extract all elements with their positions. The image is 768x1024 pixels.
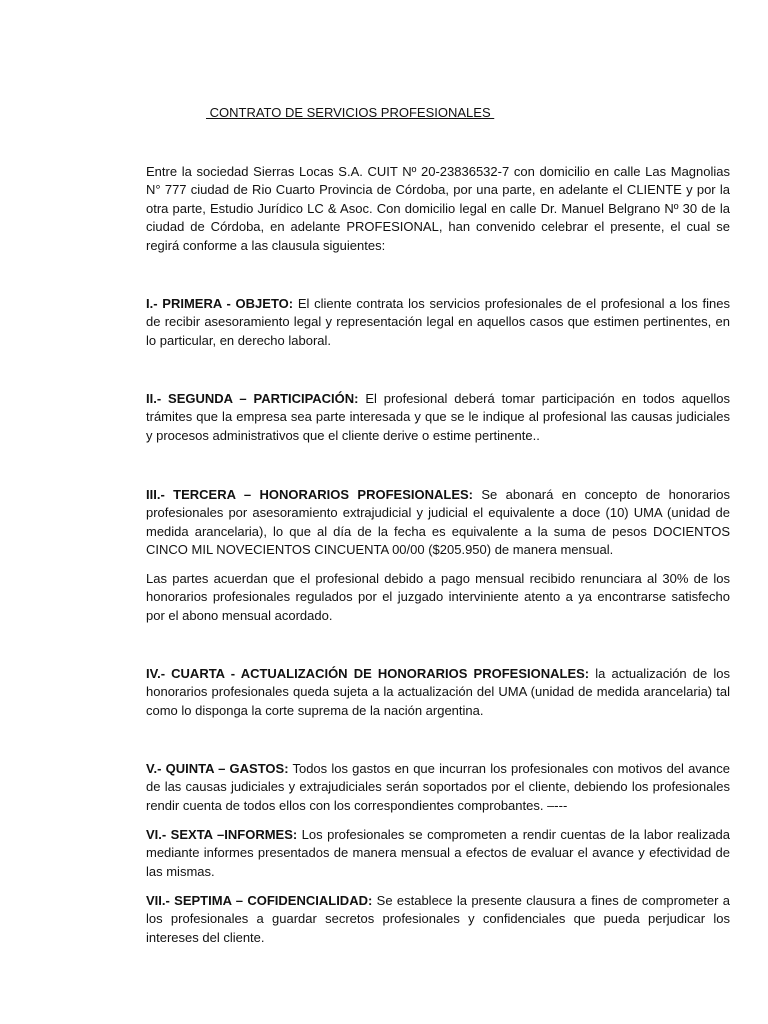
- clause-heading: II.- SEGUNDA – PARTICIPACIÓN:: [146, 391, 359, 406]
- clause-primera: [146, 295, 730, 350]
- clause-tercera-extra: Las partes acuerdan que el profesional debido a pago mensual recibido renunciara al 30% de los honorarios profesionales regulados por el juzgado interviniente atento a ya encontrarse satisfecho por el abono mensual acordado.: [146, 571, 730, 623]
- clause-sexta: [146, 826, 730, 881]
- clause-heading: VI.- SEXTA –INFORMES:: [146, 827, 298, 842]
- intro-paragraph: Entre la sociedad Sierras Locas S.A. CUIT Nº 20-23836532-7 con domicilio en calle Las Magnolias N° 777 ciudad de Rio Cuarto Provincia de Córdoba, por una parte, en adelante el CLIENTE y por la otra parte, Estudio Jurídico LC & Asoc. Con domicilio legal en calle Dr. Manuel Belgrano Nº 30 de la ciudad de Córdoba, en adelante PROFESIONAL, han convenido celebrar el presente, el cual se regirá conforme a las clausula siguientes:: [146, 164, 730, 253]
- clause-text: El profesional deberá tomar participación en todos aquellos trámites que la empresa sea parte interesada y que se le indique al profesional las causas judiciales y procesos administrativos que el cliente derive o estime pertinente..: [146, 391, 731, 443]
- clause-tercera: [146, 486, 730, 560]
- clause-heading: IV.- CUARTA - ACTUALIZACIÓN DE HONORARIOS PROFESIONALES:: [146, 666, 590, 681]
- clause-septima: [146, 892, 730, 947]
- clause-text: Se abonará en concepto de honorarios profesionales por asesoramiento extrajudicial y judicial el equivalente a doce (10) UMA (unidad de medida arancelaria), lo que al día de la fecha es equivalente a la suma de pesos DOCIENTOS CINCO MIL NOVECIENTOS CINCUENTA 00/00 ($205.950) de manera mensual.: [146, 487, 730, 558]
- clause-text: Todos los gastos en que incurran los profesionales con motivos del avance de las causas judiciales y extrajudiciales serán soportados por el cliente, debiendo los profesionales rendir cuenta de todos ellos con los correspondientes comprobantes. –---: [146, 761, 731, 813]
- clause-text: la actualización de los honorarios profesionales queda sujeta a la actualización del UMA (unidad de medida arancelaria) tal como lo disponga la corte suprema de la nación argentina.: [146, 666, 730, 718]
- clause-cuarta: [146, 665, 730, 720]
- clause-quinta: [146, 760, 730, 815]
- clause-text: El cliente contrata los servicios profesionales de el profesional a los fines de recibir asesoramiento legal y representación legal en aquellos casos que estimen pertinentes, en lo particular, en derecho laboral.: [146, 296, 730, 348]
- clause-heading: VII.- SEPTIMA – COFIDENCIALIDAD:: [146, 893, 373, 908]
- document-title: CONTRATO DE SERVICIOS PROFESIONALES: [206, 105, 495, 120]
- clause-segunda: [146, 390, 730, 445]
- clause-text: Los profesionales se comprometen a rendir cuentas de la labor realizada mediante informes presentados de manera mensual a efectos de evaluar el avance y efectividad de las mismas.: [146, 827, 731, 879]
- clause-heading: I.- PRIMERA - OBJETO:: [146, 296, 294, 311]
- clause-heading: V.- QUINTA – GASTOS:: [146, 761, 289, 776]
- clause-heading: III.- TERCERA – HONORARIOS PROFESIONALES:: [146, 487, 473, 502]
- clause-text: Se establece la presente clausura a fines de comprometer a los profesionales a guardar secretos profesionales y confidenciales que pueda perjudicar los intereses del cliente.: [146, 893, 730, 945]
